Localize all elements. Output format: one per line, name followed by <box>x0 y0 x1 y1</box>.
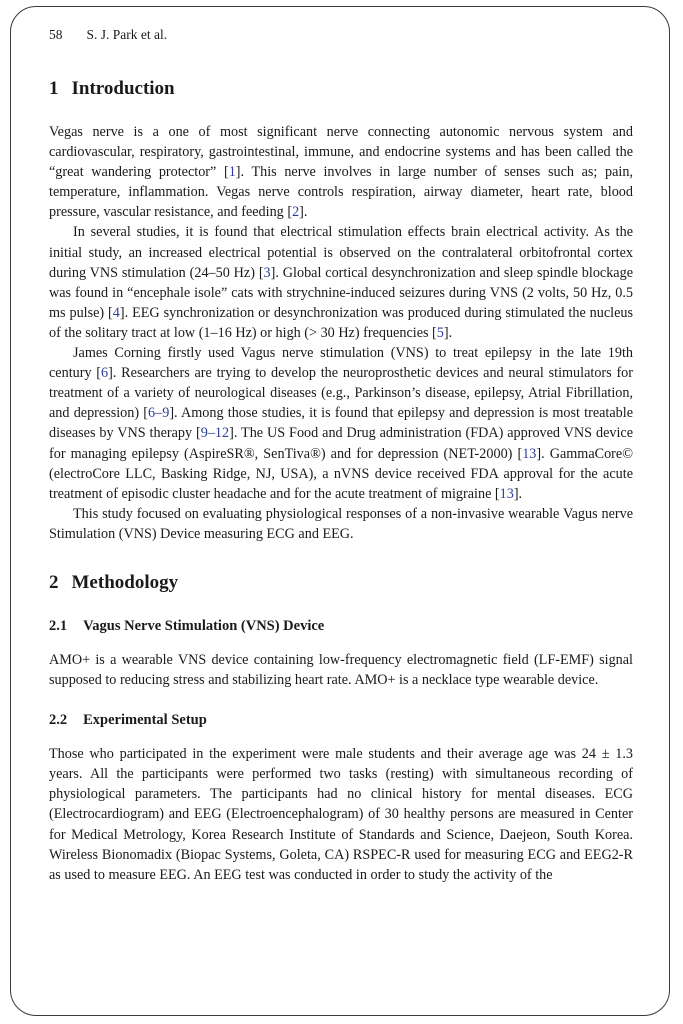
paragraph: Those who participated in the experiment were male students and their average age was 24 ± 1.3 years. All the participants were performed two tasks (resting) with simultaneous recording of physiological parameters. The participants had no clinical history for mental diseases. ECG (Electrocardiogram) and EEG (Electroencephalogram) of 30 healthy persons are measured in Center for Medical Metrology, Korea Research Institute of Standards and Science, Daejeon, South Korea. Wireless Bionomadix (Biopac Systems, Goleta, CA) RSPEC-R used for measuring ECG and EEG2-R as used to measure EEG. An EEG test was conducted in order to study the activity of the <box>49 746 633 883</box>
citation-link[interactable]: 6–9 <box>148 405 170 422</box>
subsection-heading-experimental-setup <box>49 710 633 730</box>
page-content <box>49 22 633 885</box>
subsection-number: 2.2 <box>49 712 68 729</box>
citation-link[interactable]: 5 <box>436 324 444 341</box>
subsection-number: 2.1 <box>49 617 68 634</box>
citation-link[interactable]: 13 <box>499 485 514 502</box>
section-heading-introduction <box>49 76 633 102</box>
section-title: Methodology <box>71 571 179 593</box>
paragraph: AMO+ is a wearable VNS device containing low-frequency electromagnetic field (LF-EMF) signal supposed to reducing stress and stabilizing heart rate. AMO+ is a necklace type wearable device. <box>49 651 633 689</box>
citation-link[interactable]: 6 <box>101 365 109 382</box>
subsection-title: Vagus Nerve Stimulation (VNS) Device <box>83 617 325 634</box>
paragraph: In several studies, it is found that electrical stimulation effects brain electrical activity. As the initial study, an increased electrical potential is observed on the contralateral orbitofrontal cortex during VNS stimulation (24–50 Hz) [3]. Global cortical desynchronization and sleep spindle blockage was found in “encephale isole” cats with strychnine-induced seizures during VNS (2 volts, 50 Hz, 0.5 ms pulse) [4]. EEG synchronization or desynchronization was produced during stimulated the nucleus of the solitary tract at low (1–16 Hz) or high (> 30 Hz) frequencies [5]. <box>49 224 633 341</box>
citation-link[interactable]: 1 <box>228 164 236 181</box>
running-head <box>49 22 633 48</box>
section-number: 2 <box>49 571 59 593</box>
paragraph: Vegas nerve is a one of most significant nerve connecting autonomic nervous system and cardiovascular, respiratory, gastrointestinal, immune, and endocrine systems and has been called the “great wandering protector” [1]. This nerve involves in large number of senses such as; pain, temperature, inflammation. Vegas nerve controls respiration, airway diameter, heart rate, blood pressure, vascular resistance, and feeding [2]. <box>49 124 633 221</box>
subsection-heading-vns-device <box>49 616 633 636</box>
citation-link[interactable]: 13 <box>522 445 537 462</box>
running-head-authors: S. J. Park et al. <box>86 27 168 42</box>
citation-link[interactable]: 2 <box>292 204 300 221</box>
section-number: 1 <box>49 78 59 99</box>
citation-link[interactable]: 3 <box>263 264 271 281</box>
page-number: 58 <box>49 27 63 42</box>
paragraph: James Corning firstly used Vagus nerve stimulation (VNS) to treat epilepsy in the late 19th century [6]. Researchers are trying to develop the neuroprosthetic devices and neural stimulators for treatment of a variety of neurological diseases (e.g., Parkinson’s disease, epilepsy, Atrial Fibrillation, and depression) [6–9]. Among those studies, it is found that epilepsy and depression is most treatable diseases by VNS therapy [9–12]. The US Food and Drug administration (FDA) approved VNS device for managing epilepsy (AspireSR®, SenTiva®) and for depression (NET-2000) [13]. GammaCore© (electroCore LLC, Basking Ridge, NJ, USA), a nVNS device received FDA approval for the acute treatment of episodic cluster headache and for the acute treatment of migraine [13]. <box>49 345 633 502</box>
citation-link[interactable]: 9–12 <box>200 425 230 442</box>
section-heading-methodology <box>49 570 633 596</box>
citation-link[interactable]: 4 <box>112 304 120 321</box>
section-title: Introduction <box>71 78 175 99</box>
paragraph: This study focused on evaluating physiological responses of a non-invasive wearable Vagus nerve Stimulation (VNS) Device measuring ECG and EEG. <box>49 505 633 542</box>
subsection-title: Experimental Setup <box>83 712 207 729</box>
